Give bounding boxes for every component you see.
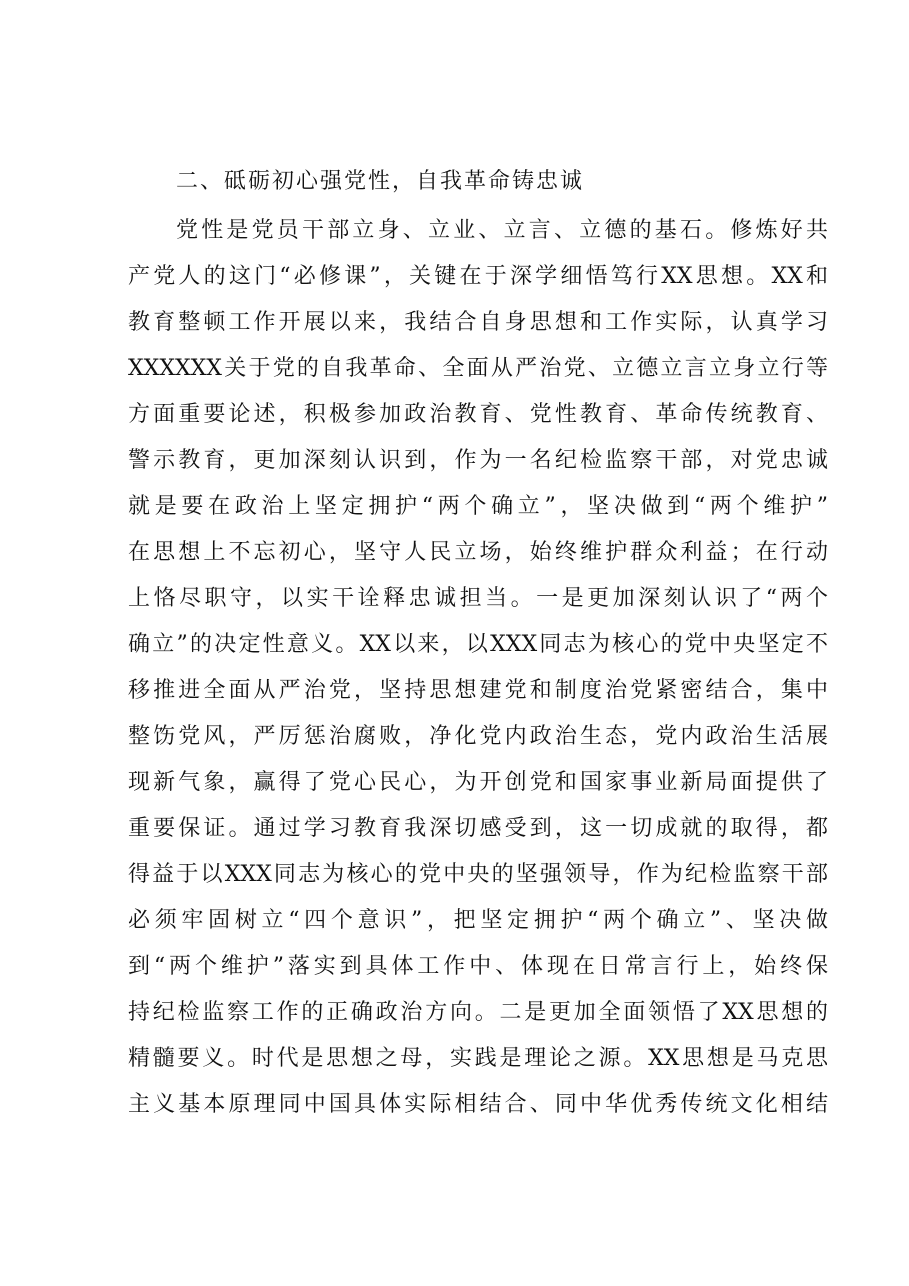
paragraph-line: 党性是党员干部立身、立业、立言、立德的基石。修炼好共 [176,218,828,243]
paragraph-line: 方面重要论述，积极参加政治教育、党性教育、革命传统教育、 [128,402,828,427]
paragraph-line: 必须牢固树立“四个意识”，把坚定拥护“两个确立”、坚决做 [128,908,828,933]
paragraph-line: 现新气象，赢得了党心民心，为开创党和国家事业新局面提供了 [128,770,828,795]
paragraph-line: 到“两个维护”落实到具体工作中、体现在日常言行上，始终保 [128,954,828,979]
paragraph-line: 警示教育，更加深刻认识到，作为一名纪检监察干部，对党忠诚 [128,448,828,473]
paragraph-line: 移推进全面从严治党，坚持思想建党和制度治党紧密结合，集中 [128,678,828,703]
paragraph-line: 持纪检监察工作的正确政治方向。二是更加全面领悟了XX思想的 [128,1000,828,1025]
paragraph-line: 整饬党风，严厉惩治腐败，净化党内政治生态，党内政治生活展 [128,724,828,749]
paragraph-line: 精髓要义。时代是思想之母，实践是理论之源。XX思想是马克思 [128,1046,828,1071]
section-heading: 二、砥砺初心强党性，自我革命铸忠诚 [176,169,585,194]
paragraph-line: 产党人的这门“必修课”，关键在于深学细悟笃行XX思想。XX和 [128,264,828,289]
paragraph-line: 在思想上不忘初心，坚守人民立场，始终维护群众利益；在行动 [128,540,828,565]
paragraph-line: 上恪尽职守，以实干诠释忠诚担当。一是更加深刻认识了“两个 [128,586,828,611]
paragraph-line: 确立”的决定性意义。XX以来，以XXX同志为核心的党中央坚定不 [128,632,828,657]
paragraph-line: 得益于以XXX同志为核心的党中央的坚强领导，作为纪检监察干部 [128,862,828,887]
paragraph-line: 重要保证。通过学习教育我深切感受到，这一切成就的取得，都 [128,816,828,841]
paragraph-line: 就是要在政治上坚定拥护“两个确立”，坚决做到“两个维护” [128,494,828,519]
paragraph-line: 教育整顿工作开展以来，我结合自身思想和工作实际，认真学习 [128,310,828,335]
paragraph-line: 主义基本原理同中国具体实际相结合、同中华优秀传统文化相结 [128,1092,828,1117]
paragraph-line: XXXXXX关于党的自我革命、全面从严治党、立德立言立身立行等 [128,356,828,381]
body-paragraph [128,208,828,1128]
